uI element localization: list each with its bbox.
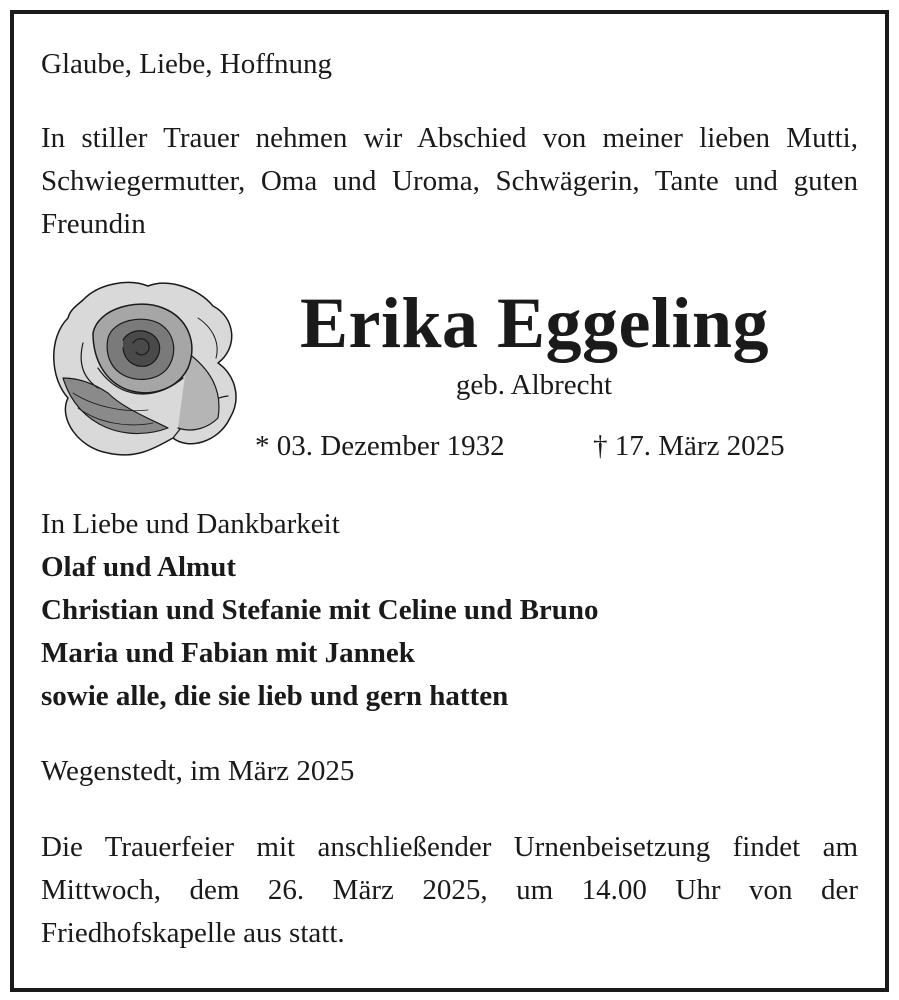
mourner-line: Christian und Stefanie mit Celine und Bruno (41, 594, 599, 626)
motto: Glaube, Liebe, Hoffnung (41, 48, 332, 80)
mourner-line: Maria und Fabian mit Jannek (41, 637, 415, 669)
maiden-name: geb. Albrecht (455, 369, 613, 401)
mourner-line: Olaf und Almut (41, 551, 236, 583)
mourners-heading: In Liebe und Dankbarkeit (41, 508, 340, 540)
death-date: † 17. März 2025 (593, 430, 785, 462)
rose-icon (38, 278, 244, 460)
deceased-name: Erika Eggeling (299, 283, 770, 363)
mourners-list (41, 503, 858, 718)
birth-date: * 03. Dezember 1932 (255, 430, 505, 462)
ceremony-info: Die Trauerfeier mit anschließender Urnenbeisetzung findet am Mittwoch, dem 26. März 2025, um 14.00 Uhr von der Friedhofskapelle aus statt. (41, 831, 858, 949)
intro-text: In stiller Trauer nehmen wir Abschied von meiner lieben Mutti, Schwiegermutter, Oma und Uroma, Schwägerin, Tante und guten Freundin (41, 122, 858, 240)
place-date: Wegenstedt, im März 2025 (41, 755, 355, 787)
mourner-line: sowie alle, die sie lieb und gern hatten (41, 680, 509, 712)
